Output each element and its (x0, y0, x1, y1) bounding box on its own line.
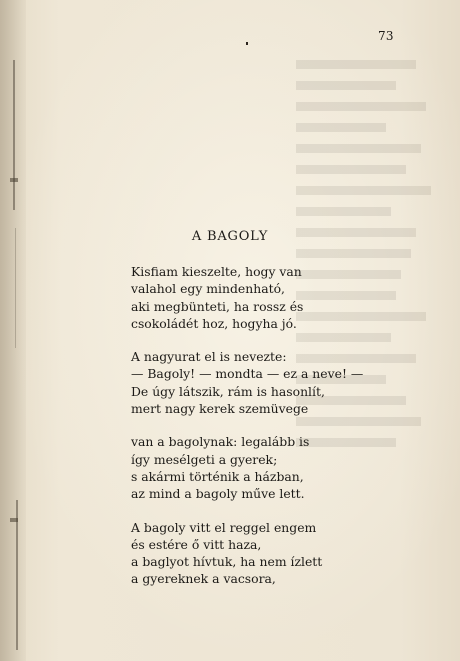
binding-notch (10, 518, 18, 522)
poem-line: A nagyurat el is nevezte: (131, 349, 287, 365)
poem-line: A bagoly vitt el reggel engem (131, 519, 317, 535)
poem-line: valahol egy mindenható, (131, 281, 285, 297)
poem-line: a baglyot hívtuk, ha nem ízlett (131, 554, 323, 570)
poem-line: mert nagy kerek szemüvege (131, 401, 309, 417)
binding-gutter (0, 0, 26, 661)
poem-line: aki megbünteti, ha rossz és (131, 298, 304, 314)
poem-line: De úgy látszik, rám is hasonlít, (131, 383, 325, 399)
poem-line: csokoládét hoz, hogyha jó. (131, 315, 297, 331)
poem-line: Kisfiam kieszelte, hogy van (131, 264, 302, 279)
poem-line: az mind a bagoly műve lett. (131, 486, 305, 502)
poem-line: a gyereknek a vacsora, (131, 571, 276, 587)
poem-line: és estére ő vitt haza, (131, 536, 262, 552)
poem-line: s akármi történik a házban, (131, 468, 304, 484)
stanza (131, 348, 411, 417)
binding-mark (13, 60, 15, 210)
binding-notch (10, 178, 18, 182)
poem-title: A BAGOLY (191, 229, 269, 244)
stanza (131, 263, 411, 332)
page-number: 73 (378, 29, 394, 43)
print-mark (246, 42, 248, 45)
poem-line: így mesélgeti a gyerek; (131, 451, 278, 467)
poem-line: — Bagoly! — mondta — ez a neve! — (131, 366, 364, 382)
poem-line: van a bagolynak: legalább is (131, 434, 310, 450)
binding-mark (16, 500, 18, 650)
binding-mark (15, 228, 16, 348)
poem-body (131, 263, 411, 604)
stanza (131, 519, 411, 588)
stanza (131, 433, 411, 502)
